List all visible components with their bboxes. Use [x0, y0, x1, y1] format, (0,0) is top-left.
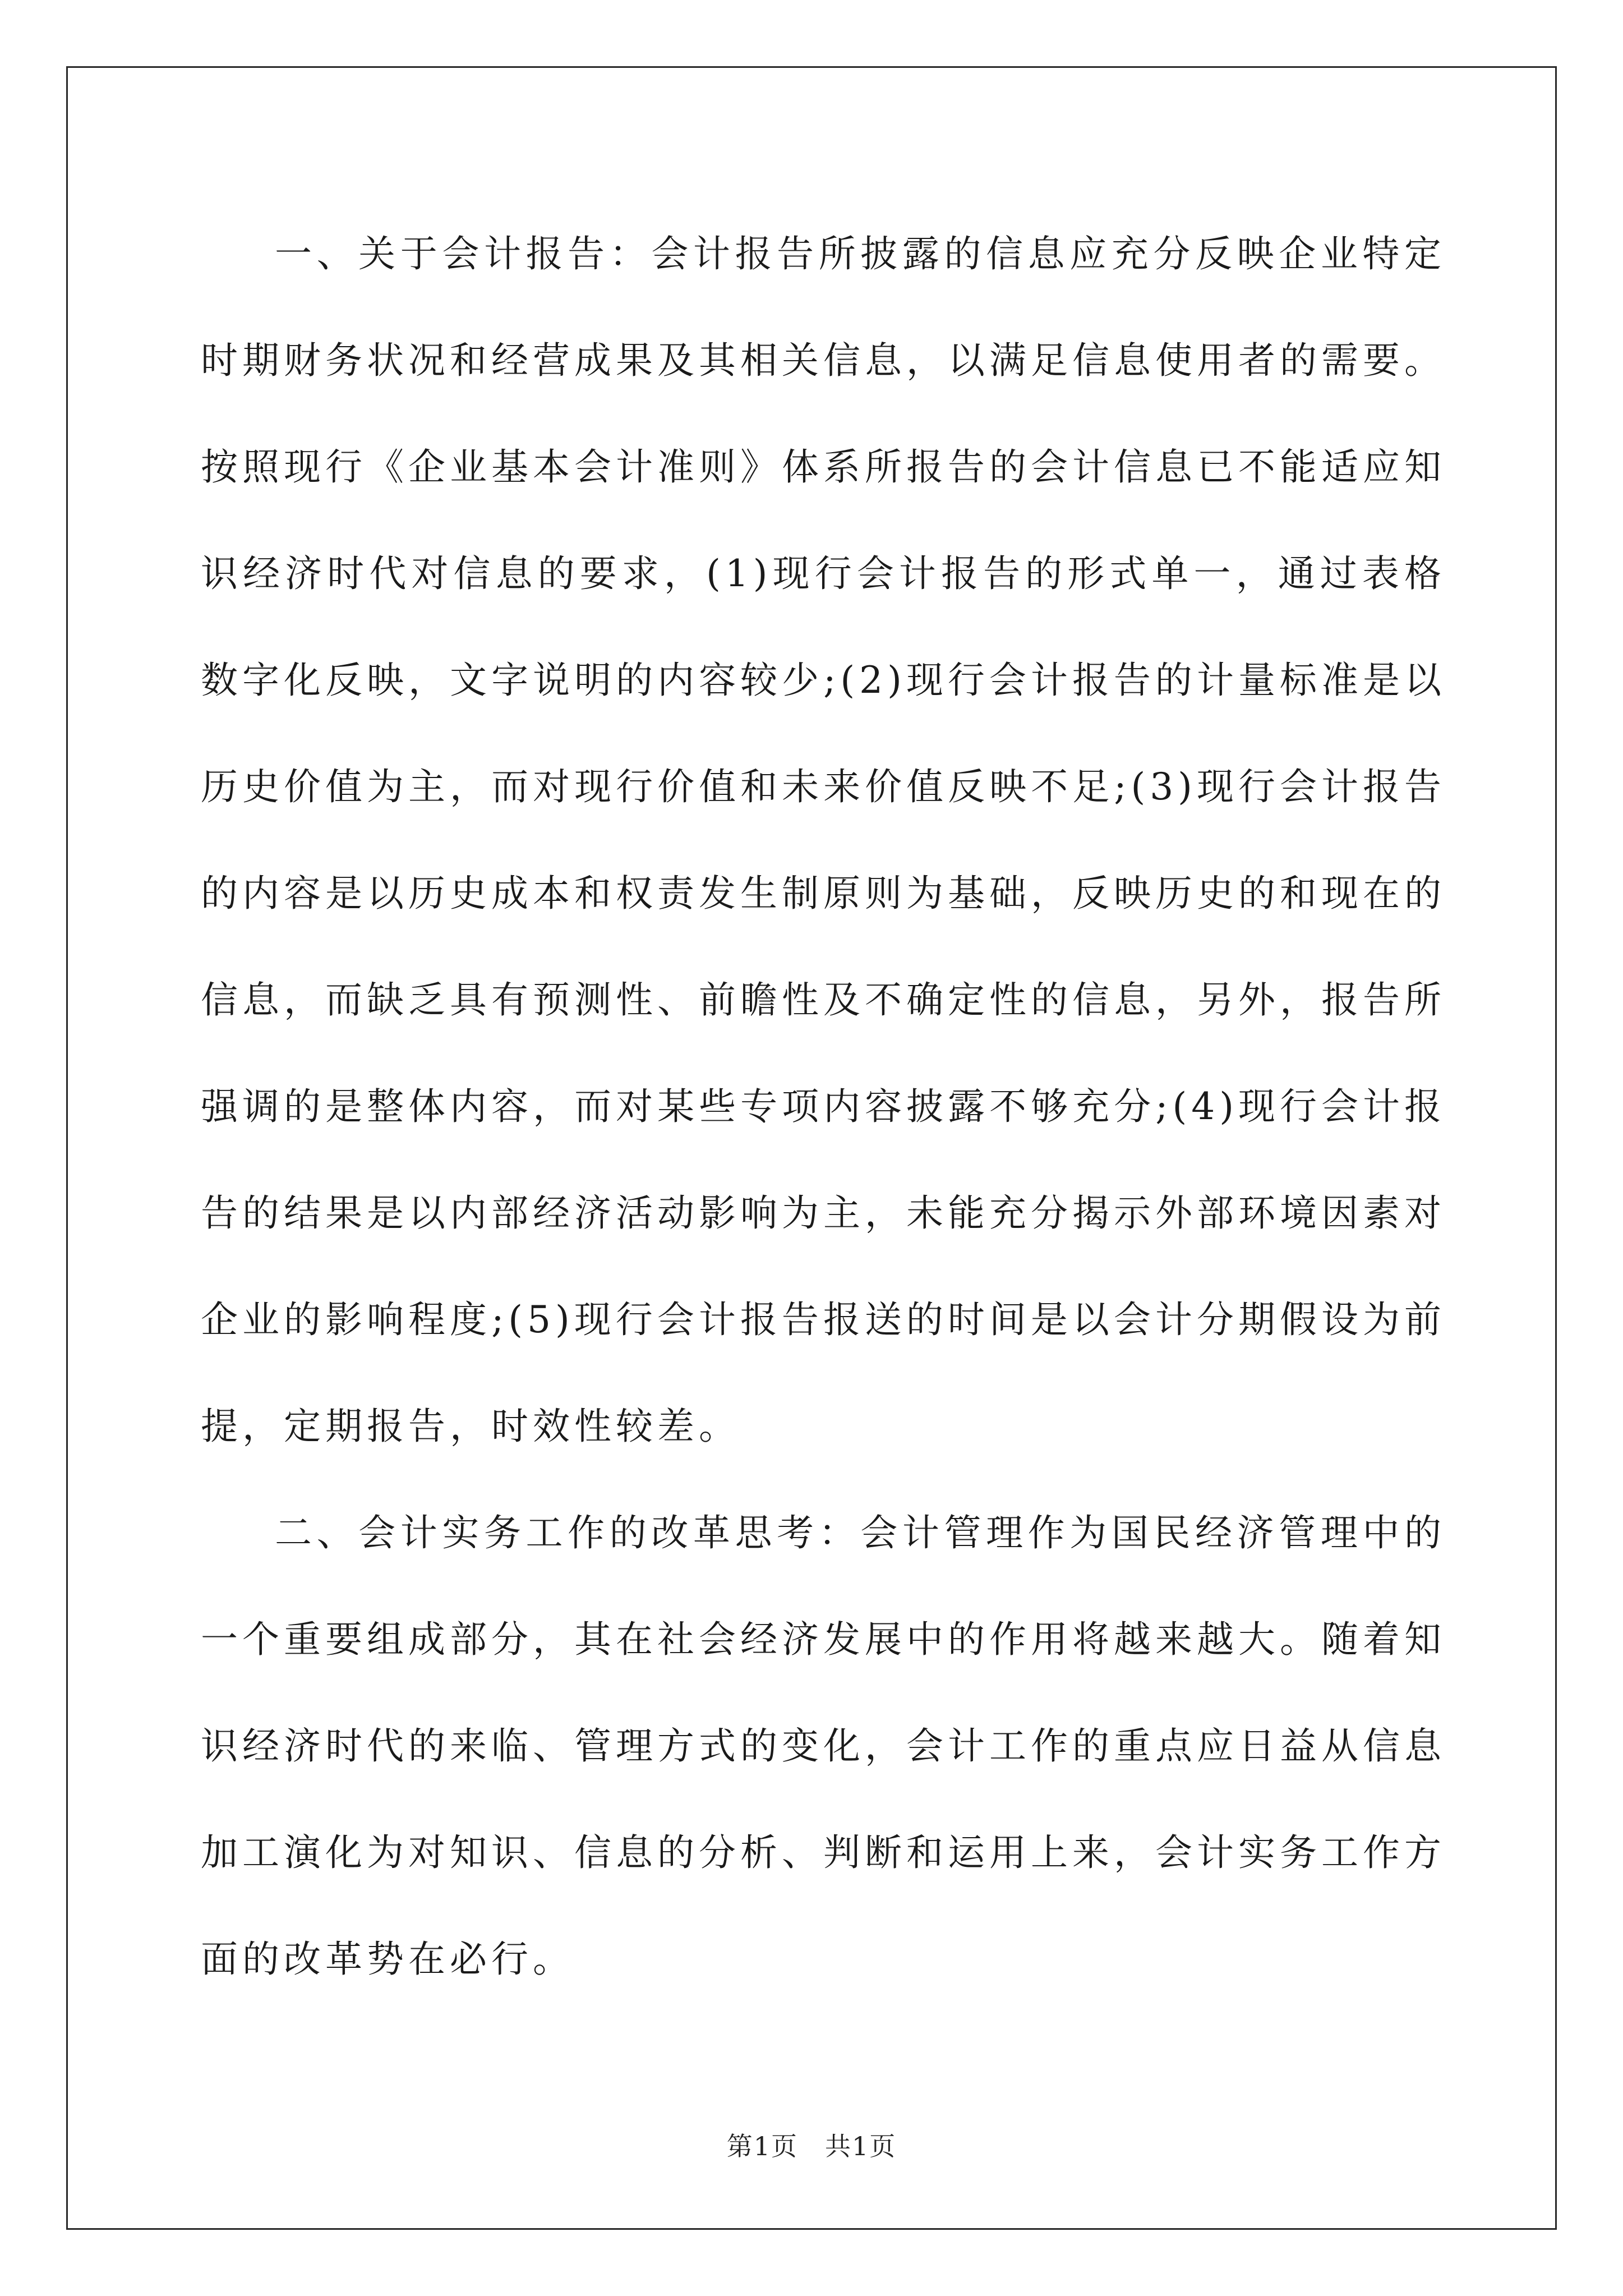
page-number-footer: 第1页 共1页: [726, 2131, 897, 2161]
document-body: [201, 201, 1446, 2013]
paragraph-accounting-report: 一、关于会计报告：会计报告所披露的信息应充分反映企业特定时期财务状况和经营成果及其相关信息，以满足信息使用者的需要。按照现行《企业基本会计准则》体系所报告的会计信息已不能适应知识经济时代对信息的要求，(1)现行会计报告的形式单一，通过表格数字化反映，文字说明的内容较少;(2)现行会计报告的计量标准是以历史价值为主，而对现行价值和未来价值反映不足;(3)现行会计报告的内容是以历史成本和权责发生制原则为基础，反映历史的和现在的信息，而缺乏具有预测性、前瞻性及不确定性的信息，另外，报告所强调的是整体内容，而对某些专项内容披露不够充分;(4)现行会计报告的结果是以内部经济活动影响为主，未能充分揭示外部环境因素对企业的影响程度;(5)现行会计报告报送的时间是以会计分期假设为前提，定期报告，时效性较差。: [201, 232, 1446, 1448]
paragraph-accounting-reform: 二、会计实务工作的改革思考：会计管理作为国民经济管理中的一个重要组成部分，其在社会经济发展中的作用将越来越大。随着知识经济时代的来临、管理方式的变化，会计工作的重点应日益从信息加工演化为对知识、信息的分析、判断和运用上来，会计实务工作方面的改革势在必行。: [201, 1511, 1446, 1981]
